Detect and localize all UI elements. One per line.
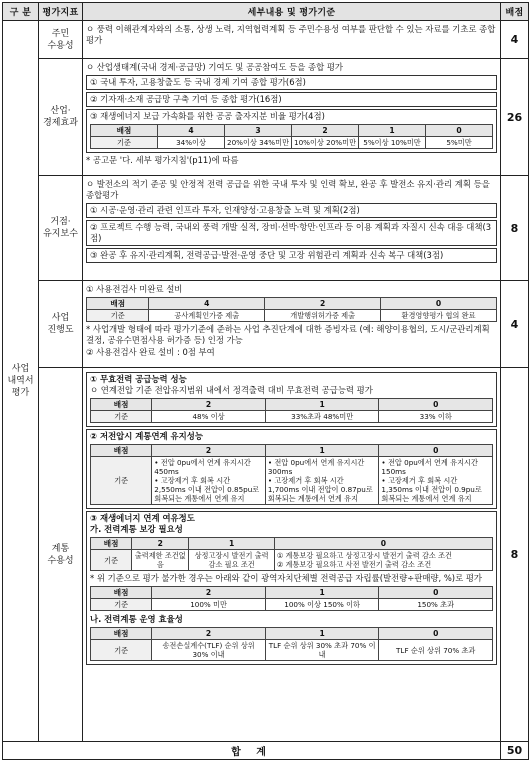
industry-item-3: ③ 재생에너지 보급 가속화를 위한 공공 출자지분 비율 평가(4점) 배점 4 3 2 1 0 기준 34%이상 20%이상 34%미만 10%이상 20%미만 5%이상 10%미만 5%미만 — [86, 109, 497, 153]
row-resident-acceptance — [3, 21, 529, 59]
row-base-maintenance — [3, 176, 529, 281]
industry-intro: ㅇ 산업생태계(국내 경제·공급망) 기여도 및 공공참여도 등을 종합 평가 — [86, 62, 344, 72]
total-label: 합 계 — [3, 742, 501, 760]
score-resident: 4 — [501, 21, 529, 59]
grid-section-2: ② 저전압시 계통연계 유지성능 배점 2 1 0 기준 • 전압 0pu에서 연계 유지시간 450ms • 고장제거 후 회복 시간 2,550ms 이내 전압이 0.85pu로 회복되는 계통에서 연계 유지 • 전압 0pu에서 연계 유지시간 300ms • 고장제거 후 회복 시간 1,700ms 이내 전압이 0.87pu로 회복되는 계통에서 연계 유지 • 전압 0pu에서 연계 유지시간 150ms • 고장제거 후 회복 시간 1,350ms 이내 전압이 0.9pu로 회복되는 계통에서 연계 유지 — [86, 429, 497, 509]
indicator-grid: 계통 수용성 — [39, 368, 83, 742]
header-row — [3, 3, 529, 21]
grid-s3-table-2: 배점 2 1 0 기준 100% 미만 100% 이상 150% 이하 150% 초과 — [90, 586, 493, 611]
category-label: 사업 내역서 평가 — [7, 364, 34, 398]
score-progress: 4 — [501, 281, 529, 368]
total-score: 50 — [501, 742, 529, 760]
maintenance-item-2: ② 프로젝트 수행 능력, 국내외 풍력 개발 실적, 장비·선박·항만·인프라 등 이용 계획과 자질시 신속 대응 대책(3점) — [86, 220, 497, 246]
score-maintenance: 8 — [501, 176, 529, 281]
maintenance-intro: ㅇ 발전소의 적기 준공 및 안정적 전력 공급을 위한 국내 투자 및 인력 확보, 완공 후 발전소 유지·관리 계획 등을 종합평가 — [86, 179, 490, 200]
header-criteria: 세부내용 및 평가기준 — [83, 3, 501, 21]
grid-section-3: ③ 재생에너지 연계 여유정도 가. 전력계통 보강 필요성 배점 2 1 0 기준 출력제한 조건없음 상정고장시 발전기 출력 감소 필요 조건 ① 계통보강 필요하고 상정고장시 발전기 출력 감소 조건 ② 계통보강 필요하고 사전 발전기 출력 감소 조건 * 위 기준으로 평가 불가한 경우는 아래와 같이 광역자치단체별 전력공급 자립률(발전량÷판매량, %)로 평가 배점 2 1 0 기준 100% 미만 100% 이상 150% 이하 150% 초과 나. 전력계통 운영 효율성 배점 2 1 0 기준 송전손실계수(TLF) 순위 상위 30% 이내 TLF 순위 상위 30% 초과 70% 이내 TLF 순위 상위 70% 초과 — [86, 511, 497, 665]
indicator-industry: 산업· 경제효과 — [39, 59, 83, 176]
maintenance-item-3: ③ 완공 후 유지·관리계획, 전력공급·발전·운영 중단 및 고장 위험관리 계획과 신속 복구 대책(3점) — [86, 248, 497, 263]
evaluation-table — [2, 2, 529, 760]
industry-score-table: 배점 4 3 2 1 0 기준 34%이상 20%이상 34%미만 10%이상 20%미만 5%이상 10%미만 5%미만 — [90, 124, 493, 149]
criteria-progress — [83, 281, 501, 368]
industry-item-1: ① 국내 투자, 고용창출도 등 국내 경제 기여 종합 평가(6점) — [86, 75, 497, 90]
indicator-progress: 사업 진행도 — [39, 281, 83, 368]
progress-score-table: 배점 4 2 0 기준 공사계획인가증 제출 개발행위허가증 제출 환경영향평가 협의 완료 — [86, 297, 497, 322]
criteria-industry — [83, 59, 501, 176]
total-row — [3, 742, 529, 760]
industry-note: * 공고문 '다. 세부 평가지침'(p11)에 따름 — [86, 155, 239, 165]
indicator-maintenance: 거점· 유지보수 — [39, 176, 83, 281]
progress-note: * 사업개발 형태에 따라 평가기준에 준하는 사업 추진단계에 대한 증빙자료 (예: 해양이용협의, 도시/군관리계획 결정, 공유수면점사용 허가증 등) 인정 가능 — [86, 324, 490, 345]
progress-item-2: ② 사용전검사 완료 설비 : 0점 부여 — [86, 347, 215, 357]
maintenance-item-1: ① 시공·운영·관리 관련 인프라 투자, 인재양성·고용창출 노력 및 계획(2점) — [86, 203, 497, 218]
criteria-resident — [83, 21, 501, 59]
grid-section-1: ① 무효전력 공급능력 성능 ㅇ 연계전압 기준 전압유지범위 내에서 정격출력 대비 무효전력 공급능력 평가 배점 2 1 0 기준 48% 이상 33%초과 48%미만 33% 이하 — [86, 372, 497, 427]
grid-s1-table: 배점 2 1 0 기준 48% 이상 33%초과 48%미만 33% 이하 — [90, 398, 493, 423]
resident-text: ㅇ 풍력 이해관계자와의 소통, 상생 노력, 지역협력계획 등 주민수용성 여부를 판단할 수 있는 자료를 기초로 종합 평가 — [86, 24, 496, 45]
row-progress — [3, 281, 529, 368]
header-score: 배점 — [501, 3, 529, 21]
progress-item-1: ① 사용전검사 미완료 설비 — [86, 284, 183, 294]
category-cell — [3, 21, 39, 742]
grid-s3-table: 배점 2 1 0 기준 출력제한 조건없음 상정고장시 발전기 출력 감소 필요 조건 ① 계통보강 필요하고 상정고장시 발전기 출력 감소 조건 ② 계통보강 필요하고 사전 발전기 출력 감소 조건 — [90, 537, 493, 571]
grid-s4-table: 배점 2 1 0 기준 송전손실계수(TLF) 순위 상위 30% 이내 TLF 순위 상위 30% 초과 70% 이내 TLF 순위 상위 70% 초과 — [90, 627, 493, 661]
criteria-maintenance — [83, 176, 501, 281]
row-grid-acceptance — [3, 368, 529, 742]
score-grid: 8 — [501, 368, 529, 742]
header-category: 구 분 — [3, 3, 39, 21]
grid-s3-note: * 위 기준으로 평가 불가한 경우는 아래와 같이 광역자치단체별 전력공급 자립률(발전량÷판매량, %)로 평가 — [90, 573, 483, 583]
row-industry-economy — [3, 59, 529, 176]
grid-s2-table: 배점 2 1 0 기준 • 전압 0pu에서 연계 유지시간 450ms • 고장제거 후 회복 시간 2,550ms 이내 전압이 0.85pu로 회복되는 계통에서 연계 유지 • 전압 0pu에서 연계 유지시간 300ms • 고장제거 후 회복 시간 1,700ms 이내 전압이 0.87pu로 회복되는 계통에서 연계 유지 • 전압 0pu에서 연계 유지시간 150ms • 고장제거 후 회복 시간 1,350ms 이내 전압이 0.9pu로 회복되는 계통에서 연계 유지 — [90, 444, 493, 505]
score-industry: 26 — [501, 59, 529, 176]
indicator-resident: 주민 수용성 — [39, 21, 83, 59]
criteria-grid — [83, 368, 501, 742]
header-indicator: 평가지표 — [39, 3, 83, 21]
industry-item-2: ② 기자재·소재 공급망 구축 기여 등 종합 평가(16점) — [86, 92, 497, 107]
